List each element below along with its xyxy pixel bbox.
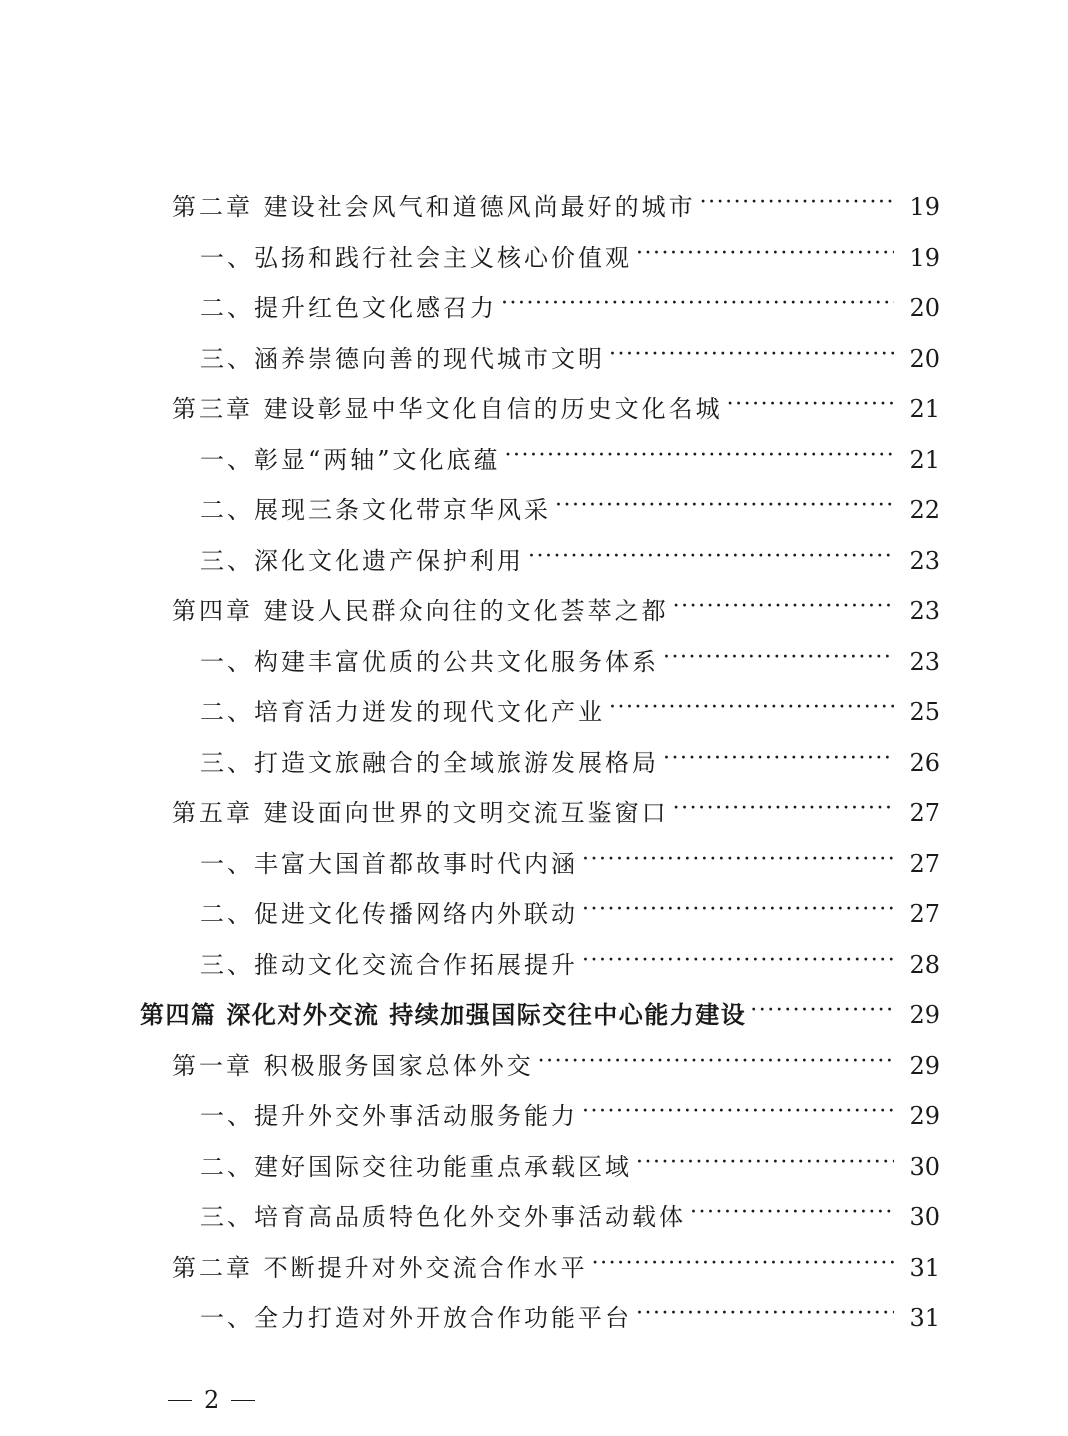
toc-row [0,278,1068,329]
toc-leader [528,541,894,569]
toc-leader [750,995,894,1023]
toc-title: 第三章 建设彰显中华文化自信的历史文化名城 [172,395,723,423]
toc-title: 一、提升外交外事活动服务能力 [200,1102,578,1130]
toc-page-number: 27 [909,900,940,928]
toc-page-number: 21 [909,395,940,423]
toc-page-number: 27 [909,799,940,827]
toc-title: 第二章 不断提升对外交流合作水平 [172,1253,588,1282]
toc-row [0,682,1068,733]
toc-leader [663,743,894,771]
toc-row [0,430,1068,481]
toc-row [0,531,1068,582]
table-of-contents [0,177,1068,1339]
toc-page-number: 28 [909,950,940,979]
toc-page-number: 23 [909,546,940,575]
toc-leader [663,642,894,670]
toc-leader [555,490,894,518]
toc-page-number: 25 [909,698,940,726]
toc-leader [505,440,894,468]
toc-title: 第四章 建设人民群众向往的文化荟萃之都 [172,597,669,625]
toc-leader [727,389,894,417]
toc-leader [636,238,894,266]
toc-leader [582,894,894,922]
toc-leader [501,288,894,316]
toc-page-number: 30 [909,1152,940,1181]
toc-leader [592,1248,894,1276]
page-footer [168,1386,255,1414]
toc-leader [673,591,894,619]
toc-title: 一、全力打造对外开放合作功能平台 [200,1304,632,1332]
toc-row [0,177,1068,228]
toc-row [0,329,1068,380]
toc-title: 三、培育高品质特色化外交外事活动载体 [200,1203,686,1231]
toc-title: 二、建好国际交往功能重点承载区域 [200,1152,632,1181]
toc-page-number: 19 [909,193,940,221]
toc-page-number: 19 [909,243,940,272]
toc-row [0,733,1068,784]
toc-part-title: 第四篇 深化对外交流 持续加强国际交往中心能力建设 [140,1001,747,1029]
toc-page-number: 22 [909,496,940,524]
toc-leader [538,1046,894,1074]
toc-title: 一、彰显“两轴”文化底蕴 [200,445,501,474]
toc-row [0,834,1068,885]
toc-leader [609,692,894,720]
toc-page-number: 31 [909,1253,940,1282]
toc-title: 一、丰富大国首都故事时代内涵 [200,849,578,878]
footer-dash-right [231,1400,255,1401]
toc-page-number: 29 [909,1001,940,1029]
toc-title: 第一章 积极服务国家总体外交 [172,1051,534,1080]
toc-title: 三、深化文化遗产保护利用 [200,546,524,575]
toc-row [0,1137,1068,1188]
footer-dash-left [168,1400,192,1401]
toc-page-number: 26 [909,748,940,777]
toc-leader [582,1096,894,1124]
toc-row [0,581,1068,632]
toc-title: 三、推动文化交流合作拓展提升 [200,950,578,979]
toc-title: 三、打造文旅融合的全域旅游发展格局 [200,748,659,777]
toc-row [0,1187,1068,1238]
toc-page-number: 29 [909,1102,940,1130]
toc-leader [636,1298,894,1326]
toc-leader [690,1197,894,1225]
toc-row [0,632,1068,683]
toc-row [0,480,1068,531]
toc-leader [700,187,894,215]
toc-page-number: 21 [909,445,940,474]
toc-row [0,884,1068,935]
toc-leader [582,945,894,973]
toc-title: 二、培育活力迸发的现代文化产业 [200,698,605,726]
toc-leader [582,844,894,872]
toc-title: 二、展现三条文化带京华风采 [200,496,551,524]
toc-page-number: 23 [909,597,940,625]
toc-leader [609,339,894,367]
toc-row [0,1086,1068,1137]
toc-row [0,379,1068,430]
toc-row [0,935,1068,986]
toc-leader [673,793,894,821]
toc-page-number: 23 [909,647,940,676]
toc-title: 一、构建丰富优质的公共文化服务体系 [200,647,659,676]
toc-row [0,228,1068,279]
toc-leader [636,1147,894,1175]
toc-title: 第五章 建设面向世界的文明交流互鉴窗口 [172,799,669,827]
toc-page-number: 20 [909,294,940,322]
toc-title: 一、弘扬和践行社会主义核心价值观 [200,243,632,272]
footer-page-number: 2 [204,1386,220,1414]
toc-row [0,1036,1068,1087]
toc-title: 二、促进文化传播网络内外联动 [200,900,578,928]
toc-page-number: 31 [909,1304,940,1332]
toc-page-number: 29 [909,1051,940,1080]
toc-page-number: 27 [909,849,940,878]
toc-title: 第二章 建设社会风气和道德风尚最好的城市 [172,193,696,221]
toc-row-part [0,985,1068,1036]
toc-page-number: 30 [909,1203,940,1231]
toc-row [0,783,1068,834]
toc-page-number: 20 [909,344,940,373]
toc-row [0,1238,1068,1289]
toc-row [0,1288,1068,1339]
toc-title: 二、提升红色文化感召力 [200,294,497,322]
toc-title: 三、涵养崇德向善的现代城市文明 [200,344,605,373]
